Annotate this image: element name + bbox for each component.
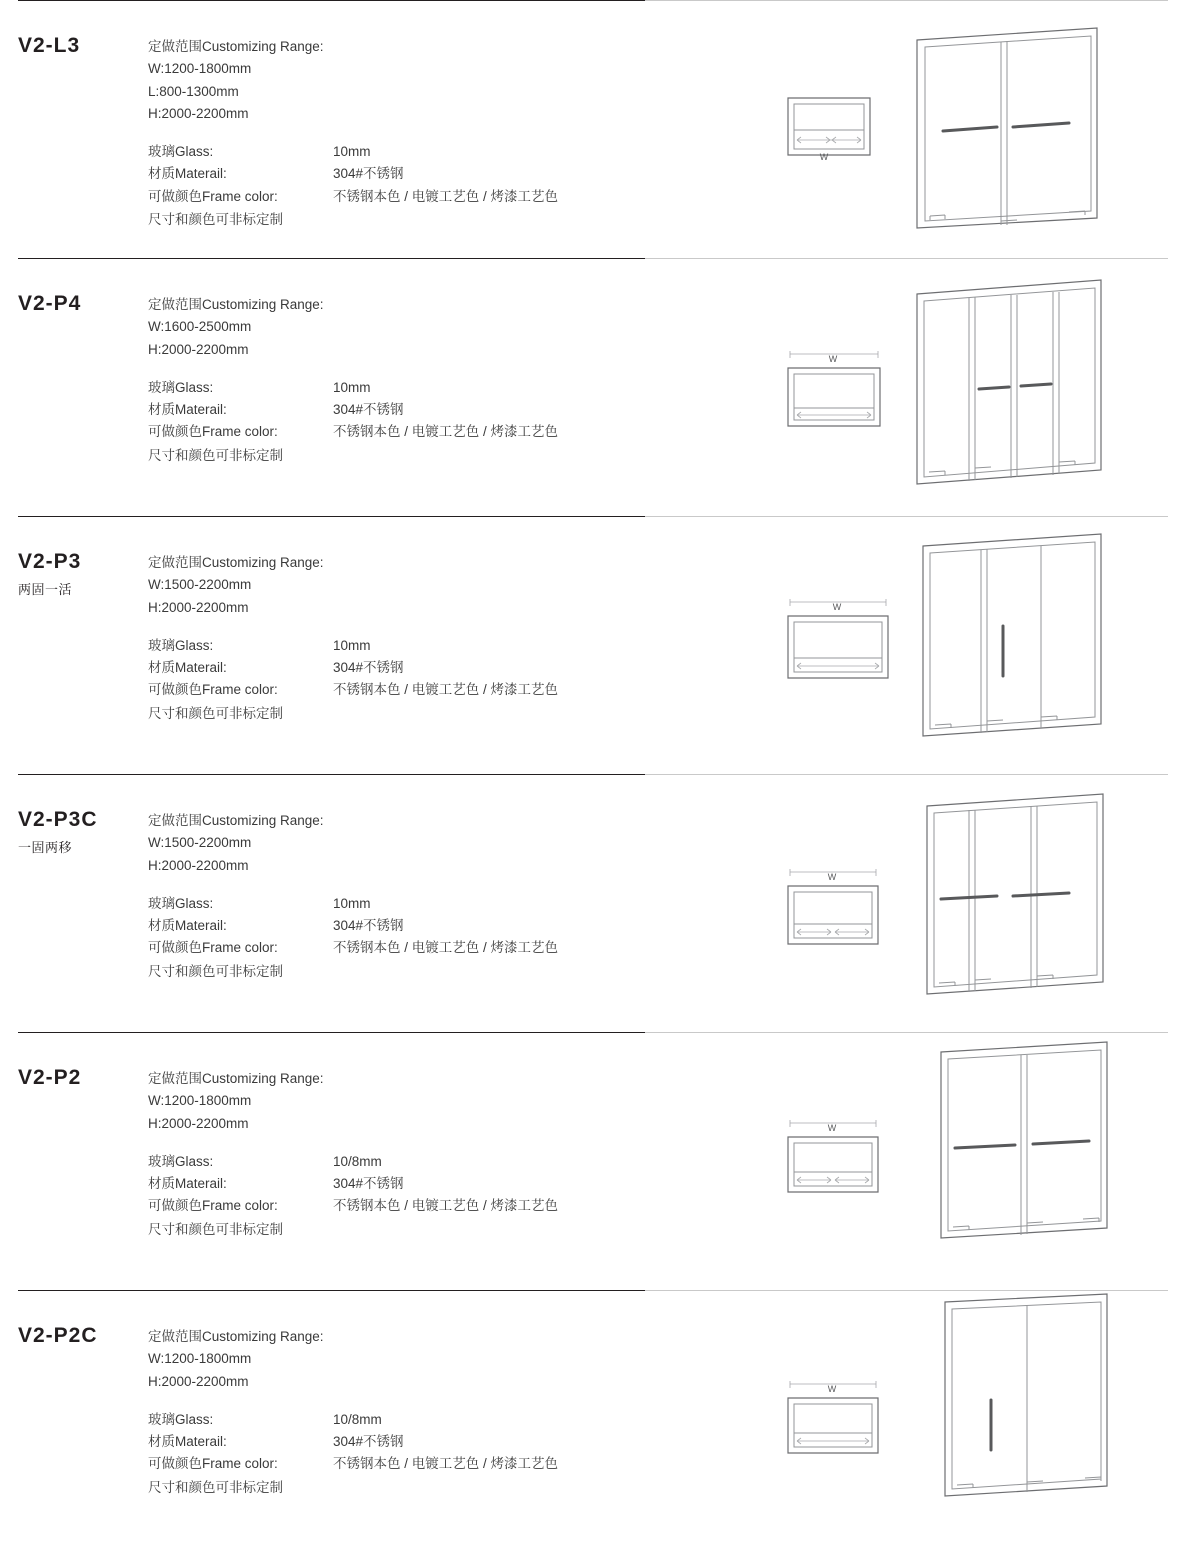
glass-label: 玻璃Glass:: [148, 144, 214, 160]
frame-color-label: 可做颜色Frame color:: [148, 1456, 278, 1472]
frame-color-label: 可做颜色Frame color:: [148, 682, 278, 698]
material-value: 304#不锈钢: [333, 1434, 404, 1450]
material-row: [148, 1431, 645, 1453]
glass-label: 玻璃Glass:: [148, 379, 214, 395]
material-label: 材质Materail:: [148, 1434, 227, 1450]
glass-value: 10/8mm: [333, 1153, 382, 1169]
material-label: 材质Materail:: [148, 660, 227, 676]
range-label: 定做范围Customizing Range:: [148, 1071, 324, 1086]
glass-label: 玻璃Glass:: [148, 637, 214, 653]
frame-color-row: [148, 186, 645, 208]
material-label: 材质Materail:: [148, 1176, 227, 1192]
divider: [18, 774, 645, 775]
material-value: 304#不锈钢: [333, 166, 404, 182]
product-info: [0, 0, 645, 258]
product-specs: [148, 1056, 645, 1241]
frame-color-label: 可做颜色Frame color:: [148, 188, 278, 204]
product-specs: [148, 24, 645, 231]
product-code: V2-P2C: [18, 1324, 98, 1347]
plan-view: [788, 869, 878, 944]
glass-label: 玻璃Glass:: [148, 1153, 214, 1169]
range-l: L:800-1300mm: [148, 83, 239, 99]
material-label: 材质Materail:: [148, 402, 227, 418]
material-label: 材质Materail:: [148, 166, 227, 182]
frame-color-row: [148, 937, 645, 959]
divider: [18, 516, 645, 517]
material-row: [148, 163, 645, 185]
product-code: V2-P3: [18, 550, 82, 573]
range-h: H:2000-2200mm: [148, 857, 249, 873]
range-label: 定做范围Customizing Range:: [148, 39, 324, 54]
elevation-view: [917, 28, 1097, 228]
product-specs: [148, 282, 645, 467]
technical-drawing: [645, 774, 1200, 1032]
frame-color-value: 不锈钢本色 / 电镀工艺色 / 烤漆工艺色: [333, 1198, 559, 1214]
product-code: V2-P4: [18, 292, 82, 315]
product-row: [0, 1032, 1200, 1290]
range-w: W:1500-2200mm: [148, 835, 252, 851]
glass-label: 玻璃Glass:: [148, 1411, 214, 1427]
range-label: 定做范围Customizing Range:: [148, 555, 324, 570]
custom-note: 尺寸和颜色可非标定制: [148, 447, 283, 463]
range-w: W:1600-2500mm: [148, 319, 252, 335]
glass-value: 10mm: [333, 637, 371, 653]
dim-label-w: W: [827, 1384, 837, 1394]
technical-drawing: [645, 0, 1200, 258]
divider: [18, 1032, 645, 1033]
material-row: [148, 399, 645, 421]
frame-color-value: 不锈钢本色 / 电镀工艺色 / 烤漆工艺色: [333, 424, 559, 440]
product-code-block: [18, 1056, 148, 1241]
product-code-block: [18, 1314, 148, 1499]
glass-value: 10/8mm: [333, 1411, 382, 1427]
glass-value: 10mm: [333, 144, 371, 160]
material-value: 304#不锈钢: [333, 1176, 404, 1192]
product-code-block: [18, 24, 148, 231]
material-label: 材质Materail:: [148, 918, 227, 934]
glass-row: [148, 635, 645, 657]
plan-view: [788, 1120, 878, 1192]
custom-note: 尺寸和颜色可非标定制: [148, 705, 283, 721]
elevation-view: [923, 534, 1101, 736]
product-info: [0, 1032, 645, 1290]
product-info: [0, 1290, 645, 1547]
product-drawing-col: [645, 1290, 1200, 1547]
custom-note: 尺寸和颜色可非标定制: [148, 211, 283, 227]
product-info: [0, 774, 645, 1032]
range-h: H:2000-2200mm: [148, 341, 249, 357]
product-row: [0, 258, 1200, 516]
product-specs: [148, 540, 645, 725]
frame-color-label: 可做颜色Frame color:: [148, 424, 278, 440]
glass-value: 10mm: [333, 379, 371, 395]
dim-label-w: W: [827, 872, 837, 882]
product-subtitle: 两固一活: [18, 582, 73, 598]
elevation-view: [917, 280, 1101, 484]
dim-label-w: W: [832, 602, 842, 612]
range-h: H:2000-2200mm: [148, 599, 249, 615]
glass-value: 10mm: [333, 895, 371, 911]
product-code-block: [18, 540, 148, 725]
range-w: W:1200-1800mm: [148, 61, 252, 77]
technical-drawing: [645, 258, 1200, 516]
product-code: V2-P3C: [18, 808, 98, 831]
custom-note: 尺寸和颜色可非标定制: [148, 1221, 283, 1237]
dim-label-w: W: [828, 354, 838, 364]
frame-color-row: [148, 1195, 645, 1217]
glass-row: [148, 1151, 645, 1173]
frame-color-value: 不锈钢本色 / 电镀工艺色 / 烤漆工艺色: [333, 188, 559, 204]
material-value: 304#不锈钢: [333, 660, 404, 676]
product-drawing-col: [645, 774, 1200, 1032]
range-h: H:2000-2200mm: [148, 105, 249, 121]
frame-color-value: 不锈钢本色 / 电镀工艺色 / 烤漆工艺色: [333, 682, 559, 698]
custom-note: 尺寸和颜色可非标定制: [148, 963, 283, 979]
product-code-block: [18, 798, 148, 983]
range-w: W:1200-1800mm: [148, 1093, 252, 1109]
range-label: 定做范围Customizing Range:: [148, 297, 324, 312]
product-info: [0, 258, 645, 516]
range-h: H:2000-2200mm: [148, 1115, 249, 1131]
plan-view: [788, 599, 888, 678]
divider: [18, 0, 645, 1]
custom-note: 尺寸和颜色可非标定制: [148, 1479, 283, 1495]
glass-row: [148, 141, 645, 163]
product-code: V2-P2: [18, 1066, 82, 1089]
product-drawing-col: [645, 1032, 1200, 1290]
dim-label-w: W: [819, 152, 829, 162]
product-row: [0, 1290, 1200, 1547]
product-info: [0, 516, 645, 774]
elevation-view: [941, 1042, 1107, 1238]
technical-drawing: [645, 1032, 1200, 1290]
technical-drawing: [645, 516, 1200, 774]
product-row: [0, 0, 1200, 258]
product-row: [0, 774, 1200, 1032]
product-code-block: [18, 282, 148, 467]
glass-row: [148, 1409, 645, 1431]
technical-drawing: [645, 1290, 1200, 1547]
elevation-view: [927, 794, 1103, 994]
frame-color-row: [148, 1453, 645, 1475]
plan-view: [788, 1381, 878, 1453]
frame-color-label: 可做颜色Frame color:: [148, 1198, 278, 1214]
product-row: [0, 516, 1200, 774]
glass-row: [148, 377, 645, 399]
range-label: 定做范围Customizing Range:: [148, 813, 324, 828]
product-drawing-col: [645, 258, 1200, 516]
frame-color-label: 可做颜色Frame color:: [148, 940, 278, 956]
plan-view: [788, 351, 880, 426]
range-w: W:1500-2200mm: [148, 577, 252, 593]
glass-label: 玻璃Glass:: [148, 895, 214, 911]
material-row: [148, 1173, 645, 1195]
divider: [18, 1290, 645, 1291]
frame-color-value: 不锈钢本色 / 电镀工艺色 / 烤漆工艺色: [333, 1456, 559, 1472]
range-h: H:2000-2200mm: [148, 1373, 249, 1389]
material-row: [148, 915, 645, 937]
frame-color-row: [148, 421, 645, 443]
glass-row: [148, 893, 645, 915]
frame-color-value: 不锈钢本色 / 电镀工艺色 / 烤漆工艺色: [333, 940, 559, 956]
material-row: [148, 657, 645, 679]
material-value: 304#不锈钢: [333, 918, 404, 934]
plan-view: [788, 98, 870, 162]
range-w: W:1200-1800mm: [148, 1351, 252, 1367]
product-subtitle: 一固两移: [18, 840, 73, 856]
product-specs: [148, 798, 645, 983]
product-specs: [148, 1314, 645, 1499]
divider: [18, 258, 645, 259]
dim-label-w: W: [827, 1123, 837, 1133]
product-code: V2-L3: [18, 34, 81, 57]
elevation-view: [945, 1294, 1107, 1496]
product-drawing-col: [645, 516, 1200, 774]
product-drawing-col: [645, 0, 1200, 258]
frame-color-row: [148, 679, 645, 701]
material-value: 304#不锈钢: [333, 402, 404, 418]
range-label: 定做范围Customizing Range:: [148, 1329, 324, 1344]
